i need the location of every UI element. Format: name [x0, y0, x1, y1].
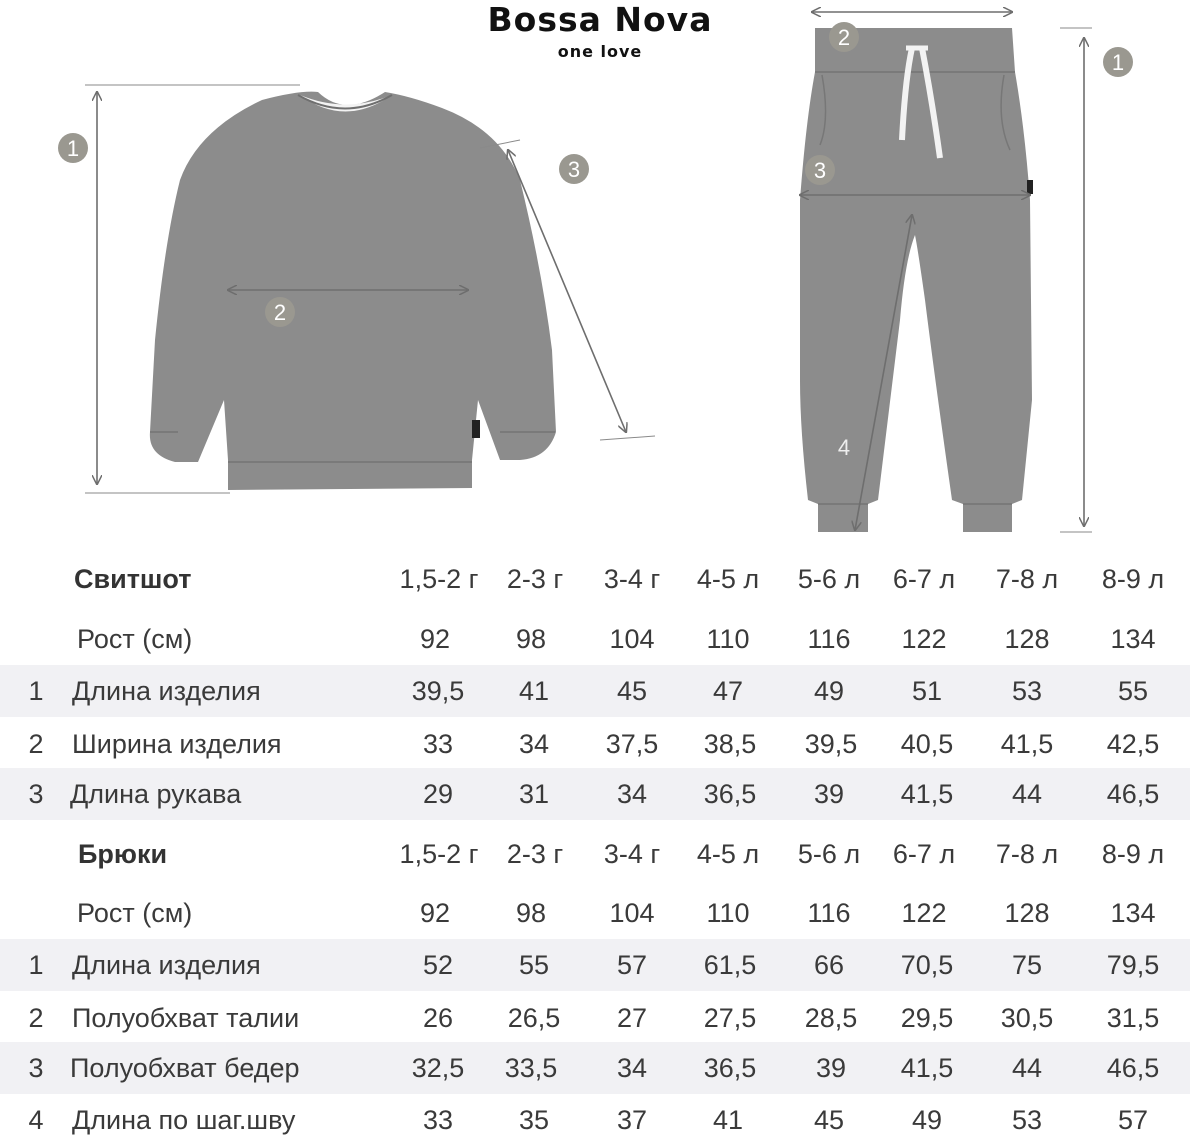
table-row	[0, 1094, 1190, 1146]
size-header: 1,5-2 г	[399, 564, 479, 594]
height-value: 104	[609, 898, 655, 928]
garment-illustrations	[0, 0, 1190, 545]
row-value: 47	[712, 676, 744, 706]
pants-marker-4-label: 4	[837, 435, 851, 460]
size-header: 4-5 л	[696, 839, 760, 869]
height-value: 92	[419, 898, 451, 928]
size-header: 5-6 л	[797, 839, 861, 869]
row-value: 41,5	[900, 1053, 954, 1083]
row-label: Полуобхват талии	[72, 1003, 300, 1033]
pants-marker-1-label: 1	[1111, 50, 1125, 75]
height-value: 128	[1004, 898, 1050, 928]
size-header: 6-7 л	[892, 839, 956, 869]
row-index: 2	[28, 729, 44, 759]
row-value: 66	[813, 950, 845, 980]
row-value: 70,5	[900, 950, 954, 980]
sweatshirt-marker-3-label: 3	[567, 157, 581, 182]
size-header: 7-8 л	[995, 564, 1059, 594]
row-value: 49	[911, 1105, 943, 1135]
row-label: Длина изделия	[72, 676, 261, 706]
size-header: 5-6 л	[797, 564, 861, 594]
height-value: 116	[807, 898, 851, 928]
pants-tag	[1027, 180, 1033, 194]
row-value: 52	[422, 950, 454, 980]
row-value: 45	[616, 676, 648, 706]
row-value: 53	[1011, 676, 1043, 706]
row-value: 39,5	[411, 676, 465, 706]
row-value: 34	[518, 729, 550, 759]
row-value: 41,5	[900, 779, 954, 809]
row-value: 31	[518, 779, 550, 809]
size-header: 4-5 л	[696, 564, 760, 594]
row-value: 27,5	[703, 1003, 757, 1033]
row-value: 26,5	[507, 1003, 561, 1033]
row-value: 53	[1011, 1105, 1043, 1135]
height-value: 134	[1110, 898, 1156, 928]
sweatshirt-marker-2-label: 2	[273, 300, 287, 325]
row-value: 37	[616, 1105, 648, 1135]
row-value: 39	[815, 1053, 847, 1083]
row-value: 33,5	[504, 1053, 558, 1083]
height-value: 122	[901, 624, 947, 654]
row-value: 57	[1117, 1105, 1149, 1135]
row-label: Длина по шаг.шву	[72, 1105, 296, 1135]
height-value: 98	[515, 624, 547, 654]
row-value: 79,5	[1106, 950, 1160, 980]
size-header: 2-3 г	[506, 839, 564, 869]
height-value: 122	[901, 898, 947, 928]
row-value: 38,5	[703, 729, 757, 759]
sweatshirt-header-row	[0, 553, 1190, 605]
sweatshirt-height-row	[0, 613, 1190, 665]
sweatshirt-tag	[472, 420, 480, 438]
pants-title: Брюки	[78, 839, 168, 869]
row-value: 42,5	[1106, 729, 1160, 759]
pants-illustration	[800, 12, 1133, 532]
row-value: 44	[1011, 779, 1043, 809]
row-label: Длина рукава	[70, 779, 242, 809]
row-value: 75	[1011, 950, 1043, 980]
row-value: 33	[422, 1105, 454, 1135]
size-header: 6-7 л	[892, 564, 956, 594]
row-value: 31,5	[1106, 1003, 1160, 1033]
height-label: Рост (см)	[77, 898, 193, 928]
row-value: 46,5	[1106, 1053, 1160, 1083]
sweatshirt-title: Свитшот	[74, 564, 192, 594]
height-value: 92	[419, 624, 451, 654]
height-value: 110	[706, 624, 750, 654]
brand-tagline: one love	[557, 42, 643, 61]
row-value: 55	[1117, 676, 1149, 706]
row-value: 37,5	[605, 729, 659, 759]
size-header: 1,5-2 г	[399, 839, 479, 869]
height-value: 128	[1004, 624, 1050, 654]
row-value: 27	[616, 1003, 648, 1033]
pants-height-row	[0, 887, 1190, 939]
height-value: 104	[609, 624, 655, 654]
row-value: 32,5	[411, 1053, 465, 1083]
row-value: 41	[518, 676, 550, 706]
row-value: 35	[518, 1105, 550, 1135]
row-value: 41,5	[1000, 729, 1054, 759]
row-index: 3	[28, 779, 44, 809]
height-label: Рост (см)	[77, 624, 193, 654]
row-value: 34	[616, 1053, 648, 1083]
height-value: 110	[706, 898, 750, 928]
sweatshirt-marker-1-label: 1	[66, 136, 80, 161]
size-header: 3-4 г	[603, 839, 661, 869]
height-value: 134	[1110, 624, 1156, 654]
size-header: 8-9 л	[1101, 564, 1165, 594]
pants-body	[800, 28, 1032, 532]
table-row	[0, 768, 1190, 820]
row-label: Длина изделия	[72, 950, 261, 980]
row-value: 46,5	[1106, 779, 1160, 809]
row-value: 29	[422, 779, 454, 809]
table-row	[0, 718, 1190, 770]
row-value: 28,5	[804, 1003, 858, 1033]
row-index: 3	[28, 1053, 44, 1083]
row-value: 30,5	[1000, 1003, 1054, 1033]
row-index: 2	[28, 1003, 44, 1033]
table-row	[0, 939, 1190, 991]
row-value: 49	[813, 676, 845, 706]
brand-name: Bossa Nova	[487, 0, 713, 39]
row-value: 36,5	[703, 779, 757, 809]
size-header: 3-4 г	[603, 564, 661, 594]
row-value: 41	[712, 1105, 744, 1135]
row-value: 40,5	[900, 729, 954, 759]
sweatshirt-body	[150, 92, 556, 490]
row-value: 61,5	[703, 950, 757, 980]
pants-header-row	[0, 828, 1190, 880]
pants-marker-2-label: 2	[837, 25, 851, 50]
size-header: 2-3 г	[506, 564, 564, 594]
height-value: 116	[807, 624, 851, 654]
row-value: 39,5	[804, 729, 858, 759]
row-label: Полуобхват бедер	[70, 1053, 300, 1083]
row-value: 51	[911, 676, 943, 706]
row-value: 55	[518, 950, 550, 980]
pants-marker-3-label: 3	[813, 158, 827, 183]
row-value: 33	[422, 729, 454, 759]
row-index: 1	[28, 950, 44, 980]
row-value: 44	[1011, 1053, 1043, 1083]
row-value: 36,5	[703, 1053, 757, 1083]
size-header: 7-8 л	[995, 839, 1059, 869]
row-index: 4	[28, 1105, 44, 1135]
table-row	[0, 1042, 1190, 1094]
row-value: 57	[616, 950, 648, 980]
table-row	[0, 992, 1190, 1044]
size-header: 8-9 л	[1101, 839, 1165, 869]
row-value: 26	[422, 1003, 454, 1033]
row-value: 39	[813, 779, 845, 809]
row-index: 1	[28, 676, 44, 706]
table-row	[0, 665, 1190, 717]
sweatshirt-illustration	[58, 85, 655, 493]
row-value: 34	[616, 779, 648, 809]
row-value: 29,5	[900, 1003, 954, 1033]
row-value: 45	[813, 1105, 845, 1135]
height-value: 98	[515, 898, 547, 928]
row-label: Ширина изделия	[72, 729, 282, 759]
